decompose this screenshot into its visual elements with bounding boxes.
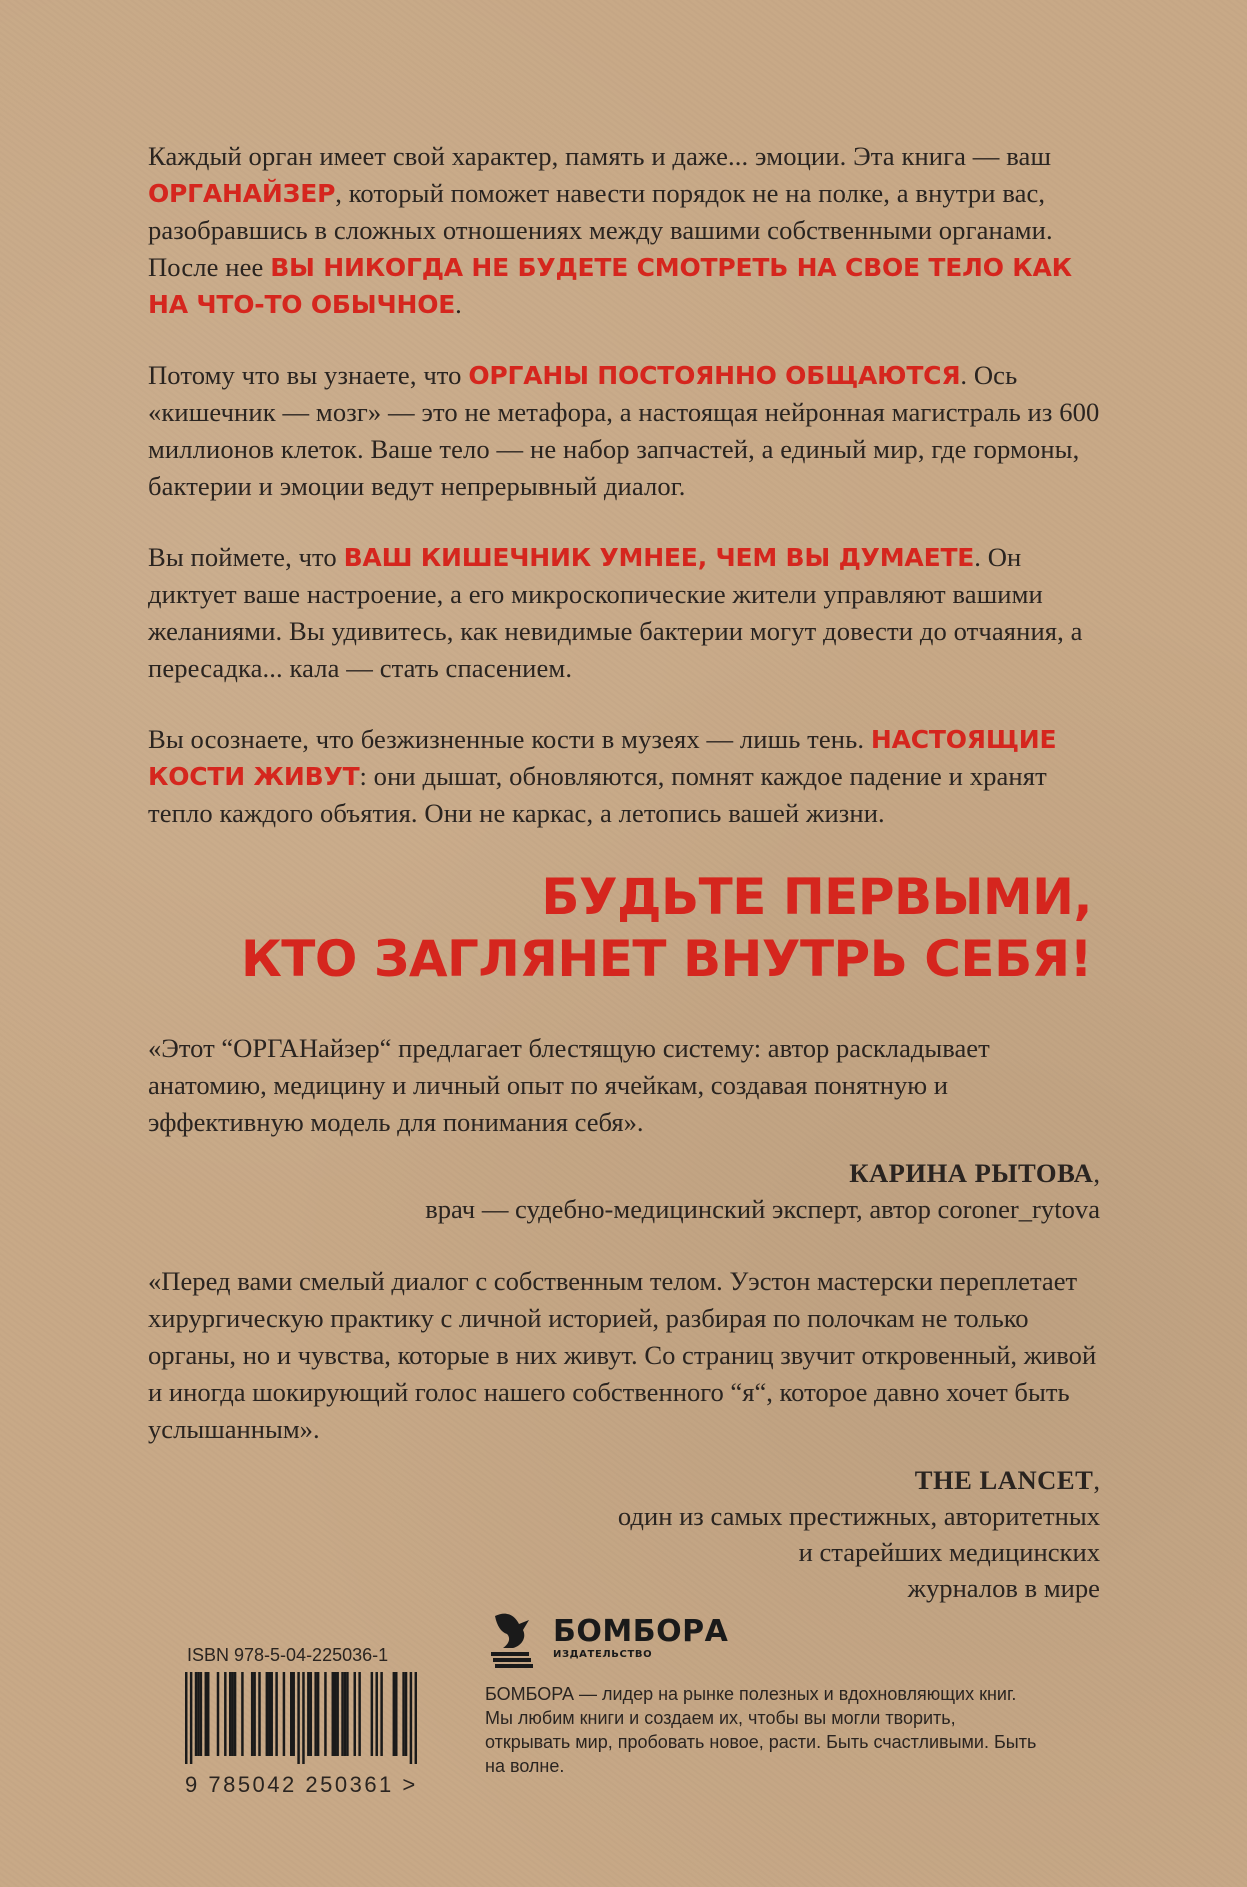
barcode-bar — [375, 1672, 377, 1756]
barcode-bar — [190, 1672, 192, 1764]
barcode-bar — [317, 1672, 319, 1756]
barcode-bar — [185, 1672, 187, 1764]
barcode-bar — [324, 1672, 326, 1756]
paragraph-text: : они дышат, обновляются, помнят каждое падение и хранят тепло каждого объятия. Они не каркас, а летопись вашей жизни. — [148, 761, 1047, 828]
paragraph-text: . — [455, 289, 462, 319]
description-paragraph — [148, 539, 1100, 687]
barcode-bar — [393, 1672, 395, 1756]
barcode-bar — [302, 1672, 304, 1764]
barcode-bar — [354, 1672, 356, 1756]
publisher-block — [485, 1608, 1045, 1778]
description-paragraphs — [148, 138, 1100, 832]
barcode-bar — [405, 1672, 407, 1756]
barcode-bar — [270, 1672, 272, 1756]
slogan — [148, 866, 1100, 990]
barcode-bar — [200, 1672, 202, 1756]
paragraph-text: Потому что вы узнаете, что — [148, 360, 469, 390]
review-author: THE LANCET — [914, 1465, 1094, 1495]
barcode-bar — [415, 1672, 417, 1764]
review-quote: «Перед вами смелый диалог с собственным телом. Уэстон мастерски переплетает хирургическую практику с личной историей, разбирая по полочкам не только органы, но и чувства, которые в них живут. Со страниц звучит откровенный, живой и иногда шокирующий голос нашего собственного “я“, которое давно хочет быть услышанным». — [148, 1266, 1097, 1444]
barcode-bar — [205, 1672, 207, 1756]
barcode-bar — [332, 1672, 334, 1756]
description-paragraph — [148, 357, 1100, 505]
slogan-line-2: КТО ЗАГЛЯНЕТ ВНУТРЬ СЕБЯ! — [240, 930, 1092, 988]
paragraph-text: . Ось «кишечник — мозг» — это не метафора, а настоящая нейронная магистраль из 600 миллионов клеток. Ваше тело — не набор запчастей, а единый мир, где гормоны, бактерии и эмоции ведут непрерывный диалог. — [148, 360, 1100, 501]
barcode-bar — [402, 1672, 404, 1756]
barcode-bar — [283, 1672, 285, 1756]
barcode-bar — [253, 1672, 255, 1756]
description-paragraph — [148, 138, 1100, 323]
barcode-bar — [307, 1672, 309, 1756]
barcode-bar — [395, 1672, 397, 1756]
barcode-bar — [346, 1672, 348, 1756]
publisher-logo — [485, 1608, 1045, 1668]
barcode-bar — [310, 1672, 312, 1756]
barcode-bar — [197, 1672, 199, 1756]
publisher-name: БОМБОРА — [553, 1613, 729, 1649]
review-author-role: один из самых престижных, авторитетных — [617, 1501, 1100, 1531]
barcode-bar — [268, 1672, 270, 1756]
isbn-label: ISBN 978-5-04-225036-1 — [187, 1645, 389, 1665]
review-1: «Этот “ОРГАНайзер“ предлагает блестящую систему: автор раскладывает анатомию, медицину и личный опыт по ячейкам, создавая понятную и эффективную модель для понимания себя». КАРИНА РЫТОВА, врач — судебно-медицинский эксперт, автор coroner_rytova — [148, 1030, 1100, 1227]
barcode-bar — [297, 1672, 299, 1764]
highlight-phrase: ВАШ КИШЕЧНИК УМНЕЕ, ЧЕМ ВЫ ДУМАЕТЕ — [343, 543, 975, 572]
barcode-bar — [217, 1672, 219, 1756]
highlight-phrase: ОРГАНАЙЗЕР — [148, 179, 336, 208]
barcode-icon — [185, 1672, 417, 1764]
barcode-bar — [258, 1672, 260, 1756]
paragraph-text: , который поможет навести порядок не на полке, а внутри вас, разобравшись в сложных отношениях между вашими собственными органами. После нее — [148, 178, 1053, 282]
paragraph-text: Каждый орган имеет свой характер, память и даже... эмоции. Эта книга — ваш — [148, 141, 1052, 171]
barcode-bar — [251, 1672, 253, 1756]
barcode-digits: 9 785042 250361 > — [185, 1772, 418, 1797]
barcode-bar — [224, 1672, 226, 1756]
paragraph-text: Вы осознаете, что безжизненные кости в музеях — лишь тень. — [148, 724, 871, 754]
review-author-role: журналов в мире — [907, 1573, 1100, 1603]
barcode-bar — [344, 1672, 346, 1756]
review-author-role: и старейших медицинских — [798, 1537, 1100, 1567]
highlight-phrase: ОРГАНЫ ПОСТОЯННО ОБЩАЮТСЯ — [468, 361, 961, 390]
description-paragraph — [148, 721, 1100, 832]
barcode-bar — [231, 1672, 233, 1756]
paragraph-text: . Он диктует ваше настроение, а его микроскопические жители управляют вашими желаниями. Вы удивитесь, как невидимые бактерии могут довести до отчаяния, а пересадка... кала — стать спасением. — [148, 542, 1083, 683]
review-author: КАРИНА РЫТОВА — [849, 1158, 1094, 1188]
barcode-bar — [314, 1672, 316, 1756]
barcode-bar — [336, 1672, 338, 1756]
barcode-bar — [292, 1672, 294, 1756]
barcode-bar — [241, 1672, 243, 1756]
barcode-bar — [380, 1672, 382, 1756]
highlight-phrase: НАСТОЯЩИЕ КОСТИ ЖИВУТ — [148, 725, 1057, 791]
paragraph-text: Вы поймете, что — [148, 542, 344, 572]
bombora-bird-icon — [485, 1608, 545, 1668]
barcode-bar — [290, 1672, 292, 1756]
barcode-bar — [341, 1672, 343, 1756]
barcode-bar — [334, 1672, 336, 1756]
barcode-bar — [195, 1672, 197, 1756]
review-quote: «Этот “ОРГАНайзер“ предлагает блестящую систему: автор раскладывает анатомию, медицину и личный опыт по ячейкам, создавая понятную и эффективную модель для понимания себя». — [148, 1033, 990, 1137]
slogan-line-1: БУДЬТЕ ПЕРВЫМИ, — [541, 868, 1092, 926]
barcode-bar — [275, 1672, 277, 1756]
barcode-bar — [410, 1672, 412, 1764]
barcode-bar — [207, 1672, 209, 1756]
publisher-description: БОМБОРА — лидер на рынке полезных и вдохновляющих книг. Мы любим книги и создаем их, чтобы вы могли творить, открывать мир, пробовать новое, расти. Быть счастливыми. Быть на волне. — [485, 1684, 1037, 1776]
review-2: «Перед вами смелый диалог с собственным телом. Уэстон мастерски переплетает хирургическую практику с личной историей, разбирая по полочкам не только органы, но и чувства, которые в них живут. Со страниц звучит откровенный, живой и иногда шокирующий голос нашего собственного “я“, которое давно хочет быть услышанным». THE LANCET, один из самых престижных, авторитетных и старейших медицинских журналов в мире — [148, 1263, 1100, 1606]
highlight-phrase: ВЫ НИКОГДА НЕ БУДЕТЕ СМОТРЕТЬ НА СВОЕ ТЕЛО КАК НА ЧТО-ТО ОБЫЧНОЕ — [148, 253, 1072, 319]
barcode-bar — [371, 1672, 373, 1756]
barcode-bar — [234, 1672, 236, 1756]
isbn-block — [185, 1645, 425, 1798]
back-cover-content — [148, 138, 1100, 1642]
publisher-subtitle: ИЗДАТЕЛЬСТВО — [553, 1648, 653, 1660]
barcode-bar — [266, 1672, 268, 1756]
review-author-role: врач — судебно-медицинский эксперт, автор coroner_rytova — [425, 1194, 1100, 1224]
barcode-bar — [358, 1672, 360, 1756]
barcode-bar — [229, 1672, 231, 1756]
